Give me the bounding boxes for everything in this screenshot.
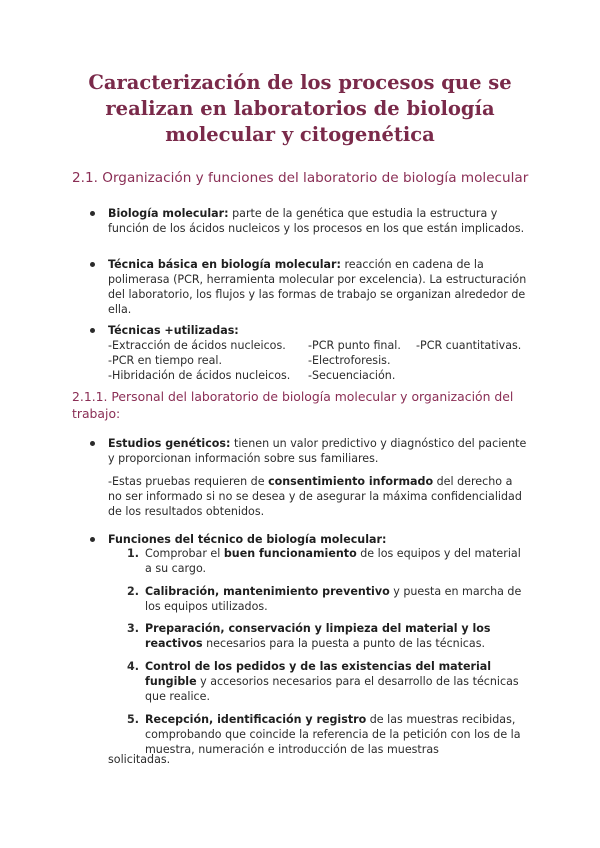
functions-label: Funciones del técnico de biología molecular: xyxy=(108,533,387,546)
function-post: de los equipos y del material a su cargo. xyxy=(145,547,521,575)
bullet-estudios-geneticos xyxy=(108,436,528,466)
function-number: 2. xyxy=(127,585,139,598)
function-term: Calibración, mantenimiento preventivo xyxy=(145,585,390,598)
technique-item: -PCR en tiempo real. xyxy=(108,354,223,367)
function-post: necesarios para la puesta a punto de las técnicas. xyxy=(202,637,485,650)
technique-item xyxy=(416,368,536,383)
bullet-funciones-tecnico xyxy=(108,532,528,547)
function-pre: Comprobar el xyxy=(145,547,224,560)
function-term: buen funcionamiento xyxy=(223,547,357,560)
technique-item: -PCR punto final. xyxy=(308,339,401,352)
function-number: 1. xyxy=(127,547,139,560)
function-post: de las muestras recibidas, comprobando que coincide la referencia de la petición con los de la muestra, numeración e introducción de las muestras xyxy=(145,713,521,756)
bullet-term: Técnica básica en biología molecular: xyxy=(108,258,341,271)
bullet-text: tienen un valor predictivo y diagnóstico del paciente y proporcionan información sobre sus familiares. xyxy=(108,437,527,465)
technique-item: -Hibridación de ácidos nucleicos. xyxy=(108,369,291,382)
consent-term: consentimiento informado xyxy=(268,475,434,488)
bullet-text: parte de la genética que estudia la estructura y función de los ácidos nucleicos y los procesos en los que están implicados. xyxy=(108,207,525,235)
bullet-biologia-molecular xyxy=(108,206,528,236)
techniques-label: Técnicas +utilizadas: xyxy=(108,324,239,337)
bullet-term: Biología molecular: xyxy=(108,207,229,220)
consent-post: del derecho a no ser informado si no se desea y de asegurar la máxima confidencialidad de los resultados obtenidos. xyxy=(108,475,522,518)
bullet-term: Estudios genéticos: xyxy=(108,437,231,450)
trailing-line: solicitadas. xyxy=(108,753,171,766)
function-term: Recepción, identificación y registro xyxy=(145,713,367,726)
function-post: y accesorios necesarios para el desarrollo de las técnicas que realice. xyxy=(145,675,519,703)
function-item-2 xyxy=(127,584,530,614)
technique-item: -PCR cuantitativas. xyxy=(416,339,522,352)
function-number: 3. xyxy=(127,622,139,635)
function-number: 5. xyxy=(127,713,139,726)
techniques-grid xyxy=(108,338,538,383)
consent-pre: -Estas pruebas requieren de xyxy=(108,475,269,488)
technique-item xyxy=(416,353,536,368)
bullet-tecnicas-utilizadas xyxy=(108,323,538,383)
technique-item: -Extracción de ácidos nucleicos. xyxy=(108,339,286,352)
document-title: Caracterización de los procesos que se realizan en laboratorios de biología molecular y citogenética xyxy=(88,71,512,146)
function-term: Preparación, conservación y limpieza del material y los reactivos xyxy=(145,622,491,650)
function-number: 4. xyxy=(127,660,139,673)
bullet-tecnica-basica xyxy=(108,257,528,317)
section-heading-2-1-1: 2.1.1. Personal del laboratorio de biología molecular y organización del trabajo: xyxy=(72,389,514,421)
section-heading-2-1: 2.1. Organización y funciones del laboratorio de biología molecular xyxy=(72,170,529,186)
function-item-1 xyxy=(127,546,530,576)
function-term: Control de los pedidos y de las existencias del material fungible xyxy=(145,660,492,688)
bullet-text: reacción en cadena de la polimerasa (PCR, herramienta molecular por excelencia). La estructuración del laboratorio, los flujos y las formas de trabajo se organizan alrededor de ella. xyxy=(108,258,527,316)
technique-item: -Secuenciación. xyxy=(308,369,396,382)
technique-item: -Electroforesis. xyxy=(308,354,391,367)
function-item-3 xyxy=(127,621,530,651)
function-item-5 xyxy=(127,712,530,757)
function-post: y puesta en marcha de los equipos utilizados. xyxy=(145,585,522,613)
consent-paragraph xyxy=(108,474,528,519)
function-item-4 xyxy=(127,659,530,704)
